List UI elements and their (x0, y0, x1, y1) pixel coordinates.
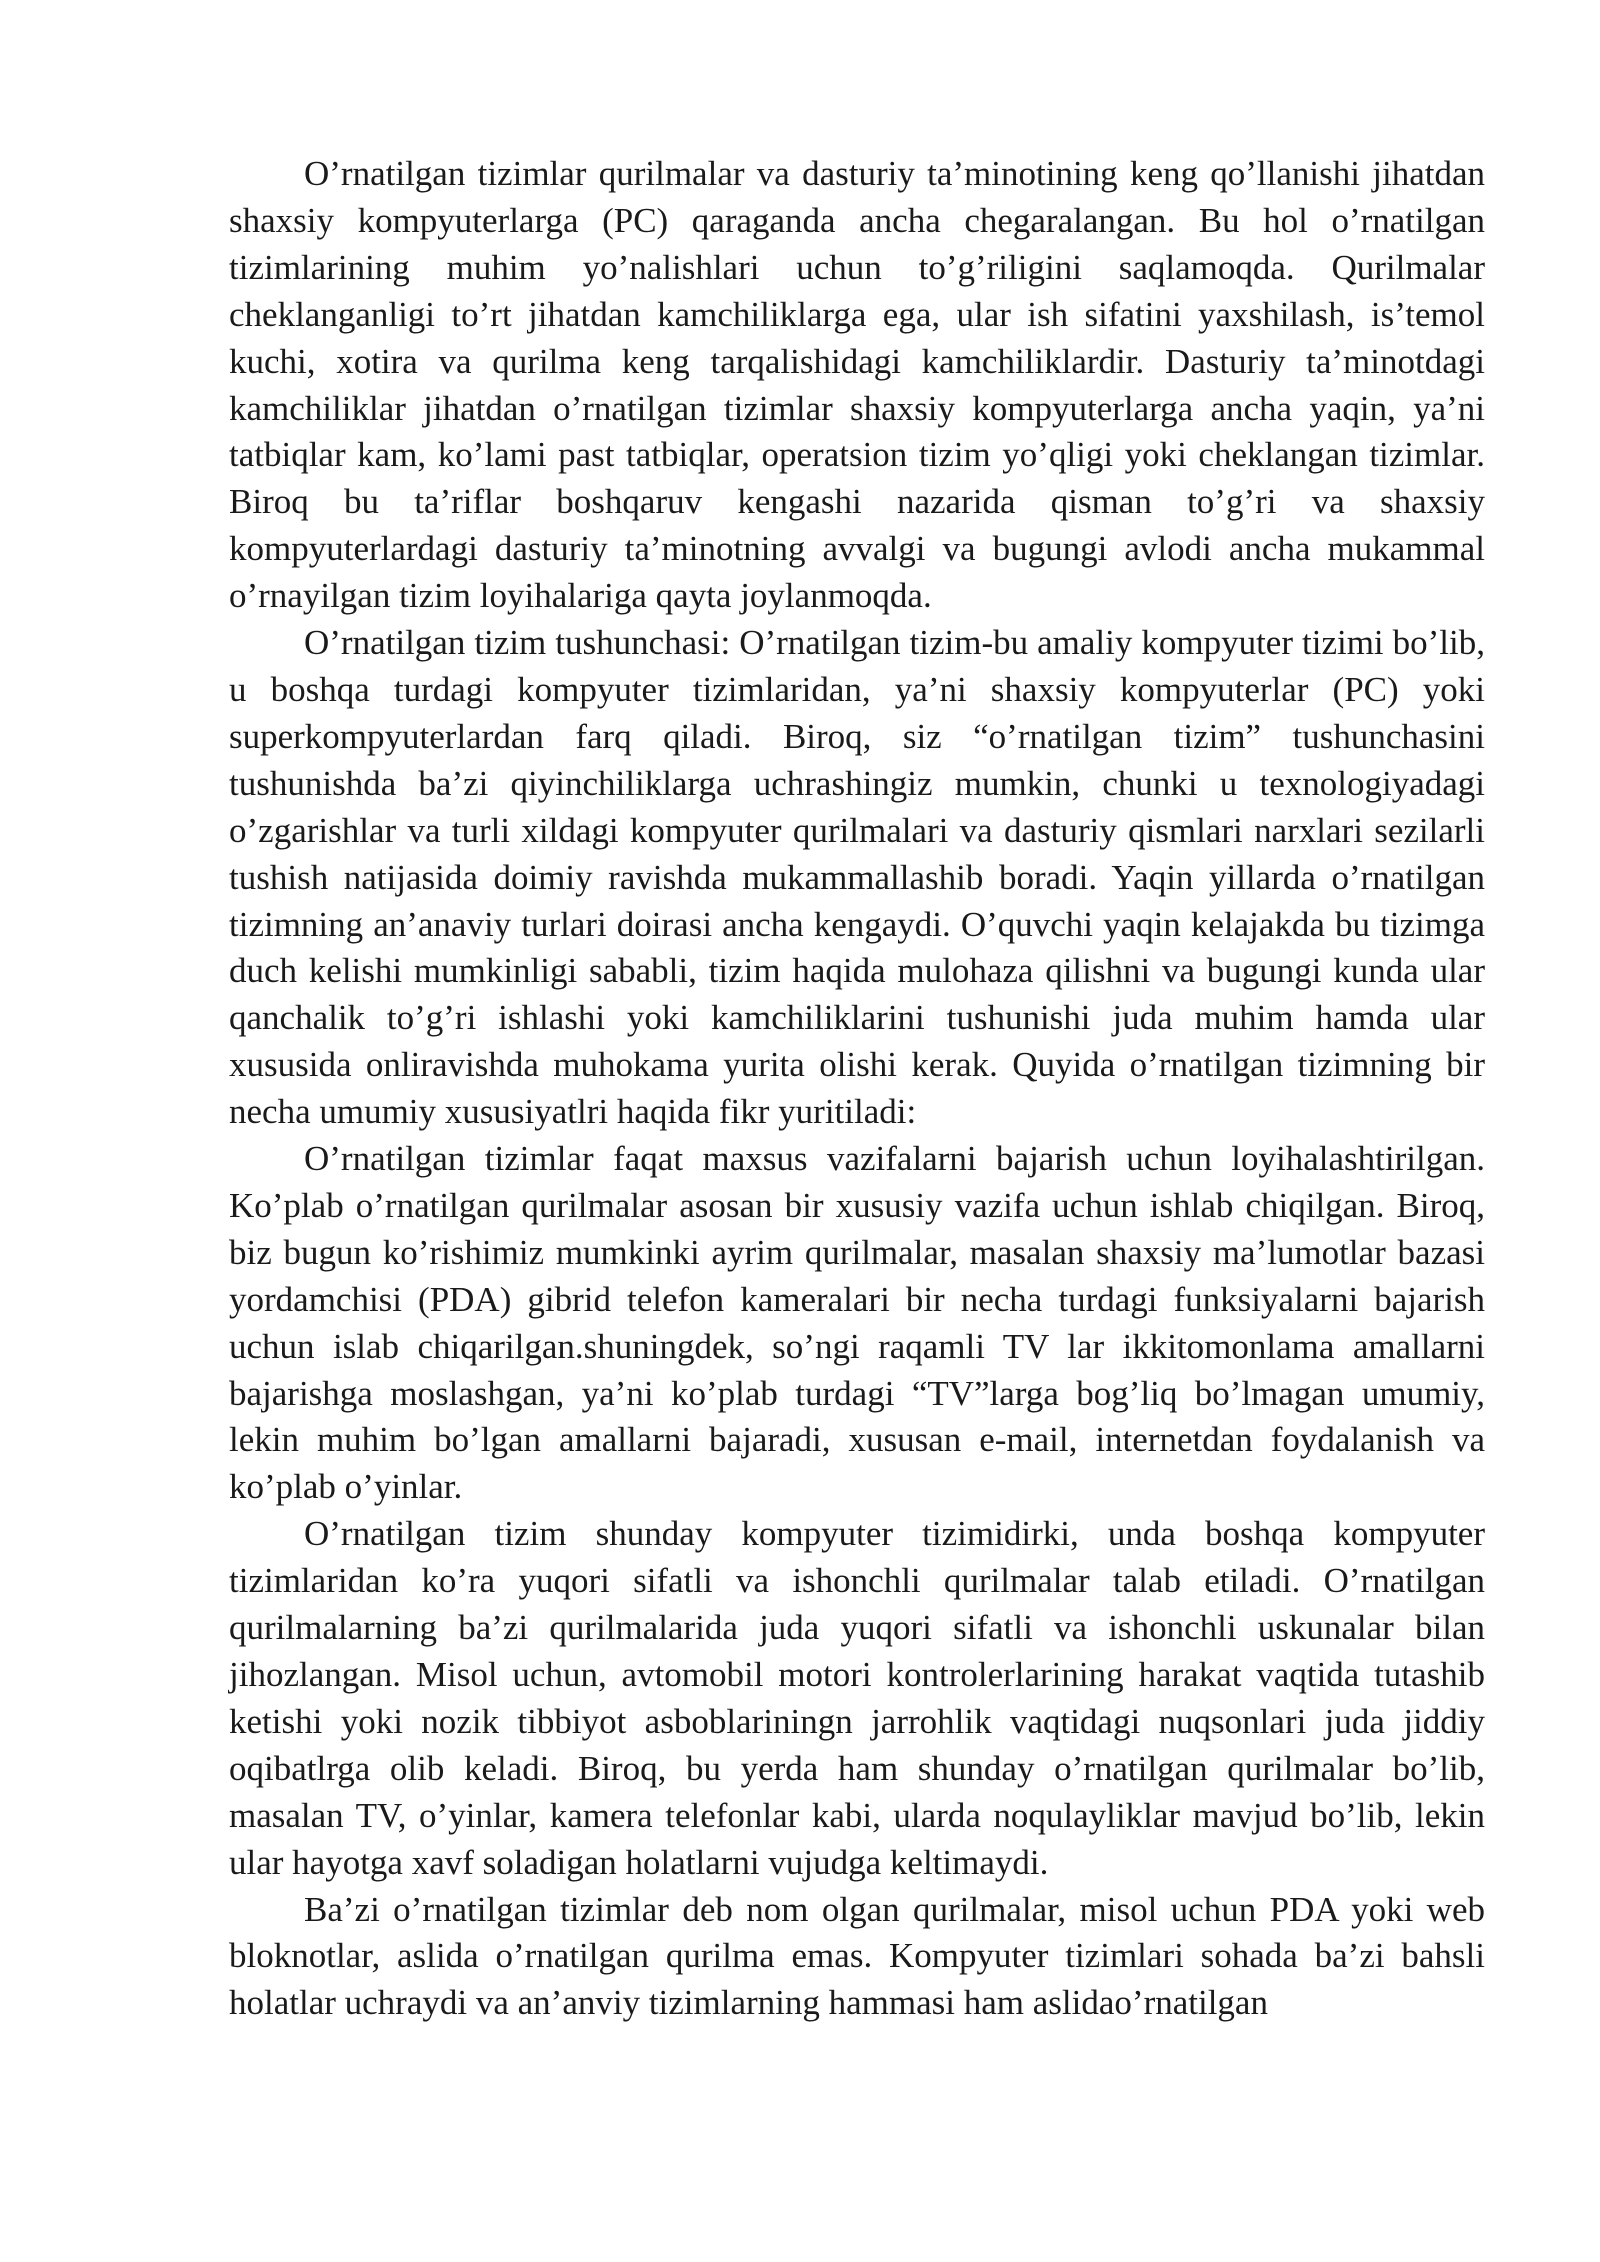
paragraph-2: O’rnatilgan tizim tushunchasi: O’rnatilgan tizim-bu amaliy kompyuter tizimi bo’lib, u boshqa turdagi kompyuter tizimlaridan, ya’ni shaxsiy kompyuterlar (PC) yoki superkompyuterlardan farq qiladi. Biroq, siz “o’rnatilgan tizim” tushunchasini tushunishda ba’zi qiyinchiliklarga uchrashingiz mumkin, chunki u texnologiyadagi o’zgarishlar va turli xildagi kompyuter qurilmalari va dasturiy qismlari narxlari sezilarli tushish natijasida doimiy ravishda mukammallashib boradi. Yaqin yillarda o’rnatilgan tizimning an’anaviy turlari doirasi ancha kengaydi. O’quvchi yaqin kelajakda bu tizimga duch kelishi mumkinligi sababli, tizim haqida mulohaza qilishni va bugungi kunda ular qanchalik to’g’ri ishlashi yoki kamchiliklarini tushunishi juda muhim hamda ular xususida onliravishda muhokama yurita olishi kerak. Quyida o’rnatilgan tizimning bir necha umumiy xususiyatlri haqida fikr yuritiladi: (229, 623, 1485, 1132)
paragraph-3: O’rnatilgan tizimlar faqat maxsus vazifalarni bajarish uchun loyihalashtirilgan. Ko’plab o’rnatilgan qurilmalar asosan bir xususiy vazifa uchun ishlab chiqilgan. Biroq, biz bugun ko’rishimiz mumkinki ayrim qurilmalar, masalan shaxsiy ma’lumotlar bazasi yordamchisi (PDA) gibrid telefon kameralari bir necha turdagi funksiyalarni bajarish uchun islab chiqarilgan.shuningdek, so’ngi raqamli TV lar ikkitomonlama amallarni bajarishga moslashgan, ya’ni ko’plab turdagi “TV”larga bog’liq bo’lmagan umumiy, lekin muhim bo’lgan amallarni bajaradi, xususan e-mail, internetdan foydalanish va ko’plab o’yinlar. (229, 1139, 1485, 1507)
paragraph-5: Ba’zi o’rnatilgan tizimlar deb nom olgan qurilmalar, misol uchun PDA yoki web bloknotlar, aslida o’rnatilgan qurilma emas. Kompyuter tizimlari sohada ba’zi bahsli holatlar uchraydi va an’anviy tizimlarning hammasi ham aslidao’rnatilgan (229, 1889, 1485, 2023)
paragraph-1: O’rnatilgan tizimlar qurilmalar va dasturiy ta’minotining keng qo’llanishi jihatdan shaxsiy kompyuterlarga (PC) qaraganda ancha chegaralangan. Bu hol o’rnatilgan tizimlarining muhim yo’nalishlari uchun to’g’riligini saqlamoqda. Qurilmalar cheklanganligi to’rt jihatdan kamchiliklarga ega, ular ish sifatini yaxshilash, is’temol kuchi, xotira va qurilma keng tarqalishidagi kamchiliklardir. Dasturiy ta’minotdagi kamchiliklar jihatdan o’rnatilgan tizimlar shaxsiy kompyuterlarga ancha yaqin, ya’ni tatbiqlar kam, ko’lami past tatbiqlar, operatsion tizim yo’qligi yoki cheklangan tizimlar. Biroq bu ta’riflar boshqaruv kengashi nazarida qisman to’g’ri va shaxsiy kompyuterlardagi dasturiy ta’minotning avvalgi va bugungi avlodi ancha mukammal o’rnayilgan tizim loyihalariga qayta joylanmoqda. (229, 154, 1485, 616)
document-page (229, 151, 1485, 2027)
paragraph-4: O’rnatilgan tizim shunday kompyuter tizimidirki, unda boshqa kompyuter tizimlaridan ko’ra yuqori sifatli va ishonchli qurilmalar talab etiladi. O’rnatilgan qurilmalarning ba’zi qurilmalarida juda yuqori sifatli va ishonchli uskunalar bilan jihozlangan. Misol uchun, avtomobil motori kontrolerlarining harakat vaqtida tutashib ketishi yoki nozik tibbiyot asboblariningn jarrohlik vaqtidagi nuqsonlari juda jiddiy oqibatlrga olib keladi. Biroq, bu yerda ham shunday o’rnatilgan qurilmalar bo’lib, masalan TV, o’yinlar, kamera telefonlar kabi, ularda noqulayliklar mavjud bo’lib, lekin ular hayotga xavf soladigan holatlarni vujudga keltimaydi. (229, 1514, 1485, 1882)
